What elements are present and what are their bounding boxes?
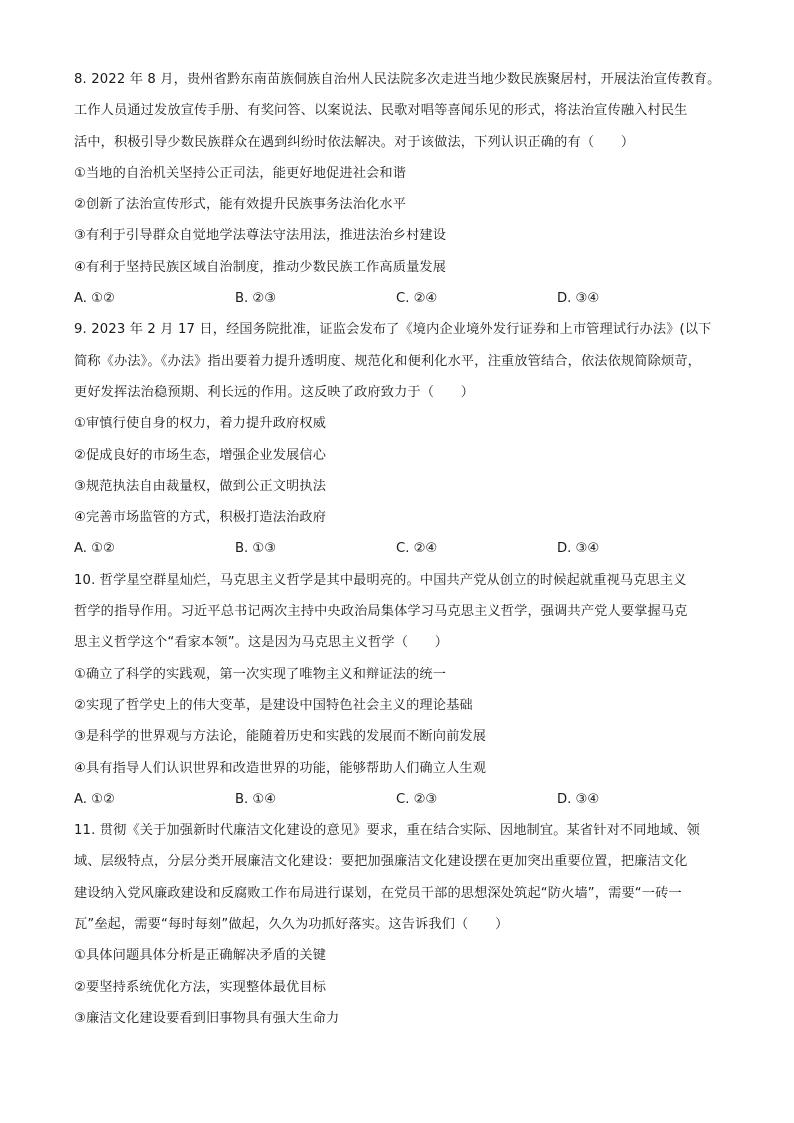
answer-option-c: C. ②④ [396,541,438,557]
answer-option-c: C. ②④ [396,291,438,307]
question-9 [74,314,742,564]
statement-item: ①审慎行使自身的权力，着力提升政府权威 [74,416,327,432]
statement-item: ③廉洁文化建设要看到旧事物具有强大生命力 [74,1010,340,1026]
statement-item: ②创新了法治宣传形式，能有效提升民族事务法治化水平 [74,197,407,213]
statement-item: ④有利于坚持民族区域自治制度，推动少数民族工作高质量发展 [74,259,447,275]
question-8 [74,64,742,314]
statement-item: ②促成良好的市场生态，增强企业发展信心 [74,447,327,463]
question-11 [74,815,742,1034]
question-stem-line: 9. 2023 年 2 月 17 日，经国务院批准，证监会发布了《境内企业境外发行证券和上市管理试行办法》(以下 [74,322,712,338]
answer-option-d: D. ③④ [557,291,600,307]
answer-options [74,283,742,314]
answer-option-b: B. ①③ [235,541,277,557]
question-stem-line: 哲学的指导作用。习近平总书记两次主持中央政治局集体学习马克思主义哲学，强调共产党人要掌握马克 [74,604,688,620]
answer-options [74,533,742,564]
question-stem-line: 更好发挥法治稳预期、利长远的作用。这反映了政府致力于（ ） [74,384,475,400]
answer-option-c: C. ②③ [396,791,438,807]
question-stem-line: 域、层级特点，分层分类开展廉洁文化建设：要把加强廉洁文化建设摆在更加突出重要位置，把廉洁文化 [74,854,688,870]
question-stem-line: 活中，积极引导少数民族群众在遇到纠纷时依法解决。对于该做法，下列认识正确的有（ ） [74,134,635,150]
statement-item: ①确立了科学的实践观，第一次实现了唯物主义和辩证法的统一 [74,666,447,682]
answer-option-b: B. ①④ [235,791,277,807]
answer-option-a: A. ①② [74,541,115,557]
statement-item: ③是科学的世界观与方法论，能随着历史和实践的发展而不断向前发展 [74,729,487,745]
question-stem-line: 8. 2022 年 8 月，贵州省黔东南苗族侗族自治州人民法院多次走进当地少数民族聚居村，开展法治宣传教育。 [74,72,721,87]
answer-options [74,784,742,815]
question-stem-line: 简称《办法》。《办法》指出要着力提升透明度、规范化和便利化水平，注重放管结合，依法依规简除烦苛， [74,353,701,369]
statement-item: ①当地的自治机关坚持公正司法，能更好地促进社会和谐 [74,165,407,181]
question-stem-line: 建设纳入党风廉政建设和反腐败工作布局进行谋划，在党员干部的思想深处筑起“防火墙”，需要“一砖一 [74,885,682,901]
question-stem-line: 11. 贯彻《关于加强新时代廉洁文化建设的意见》要求，重在结合实际、因地制宜。某省针对不同地域、领 [74,823,700,839]
question-stem-line: 10. 哲学星空群星灿烂，马克思主义哲学是其中最明亮的。中国共产党从创立的时候起就重视马克思主义 [74,572,687,588]
answer-option-d: D. ③④ [557,791,600,807]
answer-option-d: D. ③④ [557,541,600,557]
statement-item: ②实现了哲学史上的伟大变革，是建设中国特色社会主义的理论基础 [74,697,473,713]
statement-item: ②要坚持系统优化方法，实现整体最优目标 [74,979,327,995]
question-10 [74,565,742,815]
question-stem-line: 瓦”垒起，需要“每时每刻”做起，久久为功抓好落实。这告诉我们（ ） [74,917,509,933]
statement-item: ①具体问题具体分析是正确解决矛盾的关键 [74,948,327,964]
answer-option-b: B. ②③ [235,291,277,307]
answer-option-a: A. ①② [74,291,115,307]
question-stem-line: 思主义哲学这个“看家本领”。这是因为马克思主义哲学（ ） [74,635,449,651]
statement-item: ④完善市场监管的方式，积极打造法治政府 [74,510,327,526]
question-stem-line: 工作人员通过发放宣传手册、有奖问答、以案说法、民歌对唱等喜闻乐见的形式，将法治宣传融入村民生 [74,103,688,119]
statement-item: ③规范执法自由裁量权，做到公正文明执法 [74,478,327,494]
statement-item: ③有利于引导群众自觉地学法尊法守法用法，推进法治乡村建设 [74,228,447,244]
answer-option-a: A. ①② [74,791,115,807]
statement-item: ④具有指导人们认识世界和改造世界的功能，能够帮助人们确立人生观 [74,760,487,776]
question-list [74,64,742,1034]
